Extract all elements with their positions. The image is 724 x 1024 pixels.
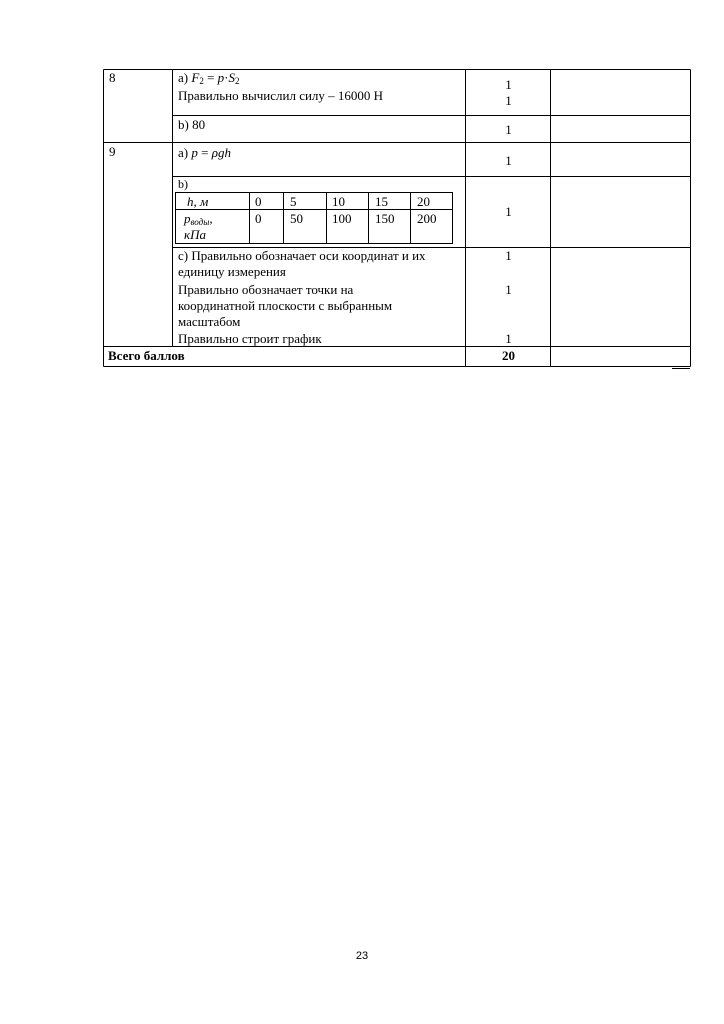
row-9c-points-2: 1 [505, 282, 512, 297]
inner-table-p-cell: 200 [417, 211, 437, 226]
inner-table-h-cell: 10 [332, 194, 345, 209]
row-8a-points-2: 1 [505, 93, 512, 108]
row-8-number: 8 [109, 70, 116, 85]
row-8a-points-1: 1 [505, 77, 512, 92]
formula-symbol: F [191, 70, 200, 85]
row-9c-line: масштабом [178, 314, 241, 329]
inner-table-h-cell: 15 [375, 194, 388, 209]
inner-table-p-cell: 150 [375, 211, 395, 226]
row-9-number: 9 [109, 144, 116, 159]
formula-equals: = [203, 70, 218, 85]
row-9c-line: координатной плоскости с выбранным [178, 298, 393, 313]
total-value: 20 [502, 348, 515, 363]
inner-table-h-cell: 0 [255, 194, 262, 209]
formula-subscript: 2 [199, 76, 204, 86]
inner-table-h-header: h, м [187, 194, 209, 209]
inner-table-p-unit: кПа [184, 227, 206, 242]
row-8b-points: 1 [505, 122, 512, 137]
formula-subscript: 2 [235, 76, 240, 86]
inner-table-p-cell: 0 [255, 211, 262, 226]
row-9c-line: c) Правильно обозначает оси координат и их [178, 248, 426, 263]
inner-table-p-cell: 100 [332, 211, 352, 226]
formula-symbol: S [228, 70, 235, 85]
formula-prefix: a) [178, 70, 192, 85]
formula-symbol: p [217, 70, 225, 85]
formula-symbol: p [191, 145, 198, 160]
row-9b-label: b) [178, 177, 188, 191]
inner-table-p-header: $p_{воды}$, [184, 211, 213, 227]
row-9c-line: единицу измерения [178, 264, 286, 279]
row-8-answer-text: Правильно вычислил силу – 16000 Н [178, 88, 384, 103]
row-9c-points-1: 1 [505, 248, 512, 263]
inner-table-h-cell: 20 [417, 194, 430, 209]
inner-table-h-cell: 5 [290, 194, 297, 209]
page-number: 23 [355, 950, 369, 962]
inner-table-p-cell: 50 [290, 211, 303, 226]
row-9-formula-a [178, 145, 231, 160]
formula-rhs: ρgh [211, 145, 231, 160]
row-9a-points: 1 [505, 153, 512, 168]
formula-dot: · [224, 70, 229, 85]
row-9b-points: 1 [505, 204, 512, 219]
total-label: Всего баллов [108, 348, 185, 363]
row-9c-points-3: 1 [505, 331, 512, 346]
row-9c-line: Правильно строит график [178, 331, 322, 346]
formula-equals: = [197, 145, 212, 160]
row-8-formula-a [178, 70, 240, 85]
row-8-answer-b: b) 80 [178, 117, 206, 132]
row-9c-line: Правильно обозначает точки на [178, 282, 354, 297]
formula-prefix: a) [178, 145, 192, 160]
